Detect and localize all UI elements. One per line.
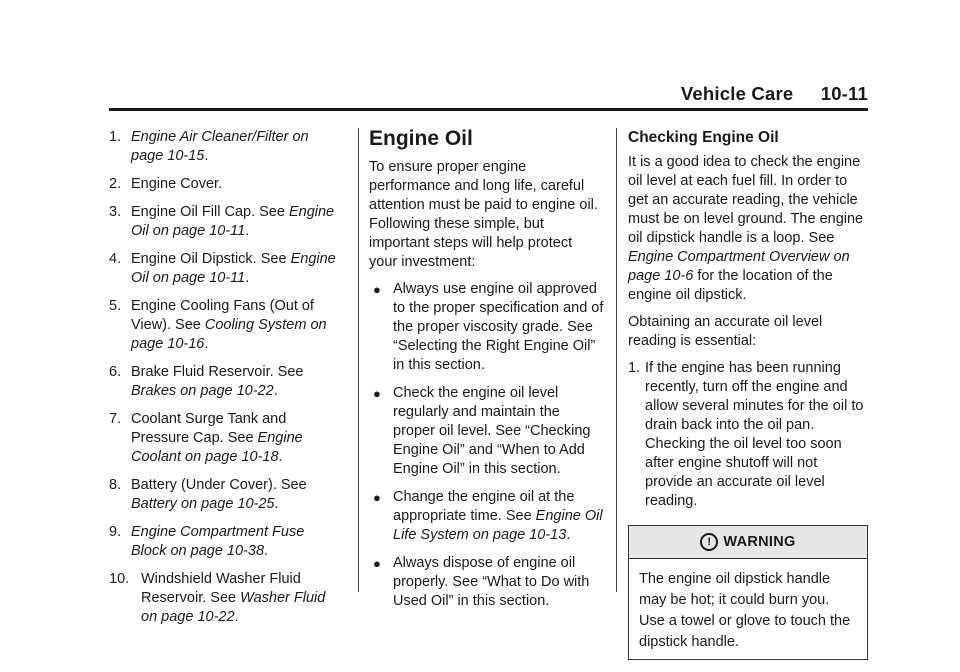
warning-title: WARNING	[723, 534, 796, 550]
list-item: 4. Engine Oil Dipstick. See Engine Oil on page 10-11.	[109, 251, 336, 286]
bullet-item: ● Always dispose of engine oil properly. See “What to Do with Used Oil” in this section.	[373, 555, 590, 609]
component-list	[109, 128, 341, 627]
cross-reference: Engine Compartment Fuse Block on page 10-38	[131, 524, 305, 559]
steps-list	[628, 359, 868, 511]
cross-reference: Engine Air Cleaner/Filter on page 10-15	[131, 129, 309, 164]
cross-reference: Cooling System on page 10-16	[131, 317, 327, 352]
list-item: 3. Engine Oil Fill Cap. See Engine Oil on page 10-11.	[109, 204, 335, 239]
column-divider-right	[616, 128, 617, 592]
step-item: 1. If the engine has been running recently, turn off the engine and allow several minutes for the oil to drain back into the oil pan. Checking the oil level too soon after engine shutoff will not provide an accurate oil level reading.	[628, 360, 864, 509]
cross-reference: Engine Oil Life System on page 10-13	[393, 508, 603, 543]
bullet-item: ● Check the engine oil level regularly and maintain the proper oil level. See “Checking Engine Oil” and “When to Add Engine Oil” in this section.	[373, 385, 591, 477]
list-item: 6. Brake Fluid Reservoir. See Brakes on page 10-22.	[109, 364, 304, 399]
warning-box	[628, 525, 868, 660]
list-item: 9. Engine Compartment Fuse Block on page 10-38.	[109, 524, 305, 559]
section-title: Vehicle Care	[680, 83, 794, 104]
header-rule	[109, 108, 868, 111]
bullet-item: ● Change the engine oil at the appropriate time. See Engine Oil Life System on page 10-13.	[373, 489, 603, 543]
paragraph: Obtaining an accurate oil level reading is essential:	[628, 314, 823, 349]
bullet-icon: ●	[373, 556, 381, 571]
cross-reference: Engine Compartment Overview on page 10-6	[628, 249, 850, 284]
bullet-item: ● Always use engine oil approved to the proper specification and of the proper viscosity grade. See “Selecting the Right Engine Oil” in this section.	[373, 281, 604, 373]
page-header	[681, 84, 868, 103]
list-item: 2. Engine Cover.	[109, 176, 223, 192]
column-components	[109, 128, 341, 636]
list-item: 10. Windshield Washer Fluid Reservoir. See Washer Fluid on page 10-22.	[109, 571, 326, 625]
cross-reference: Washer Fluid on page 10-22	[141, 590, 326, 625]
warning-header	[629, 526, 867, 559]
cross-reference: Brakes on page 10-22	[131, 383, 274, 399]
bullet-icon: ●	[373, 282, 381, 297]
list-item: 8. Battery (Under Cover). See Battery on page 10-25.	[109, 477, 307, 512]
section-heading-engine-oil: Engine Oil	[369, 127, 473, 150]
bullet-icon: ●	[373, 386, 381, 401]
list-item: 1. Engine Air Cleaner/Filter on page 10-15.	[109, 129, 309, 164]
intro-paragraph: To ensure proper engine performance and long life, careful attention must be paid to engine oil. Following these simple, but important steps will help protect your investment:	[369, 159, 598, 270]
list-item: 7. Coolant Surge Tank and Pressure Cap. See Engine Coolant on page 10-18.	[109, 411, 303, 465]
page-number: 10-11	[820, 83, 868, 104]
column-checking-oil	[628, 128, 868, 660]
cross-reference: Engine Coolant on page 10-18	[131, 430, 303, 465]
cross-reference: Engine Oil on page 10-11	[131, 204, 335, 239]
section-heading-checking-oil: Checking Engine Oil	[628, 129, 779, 146]
warning-icon: !	[700, 533, 718, 551]
warning-body: The engine oil dipstick handle may be hot; it could burn you. Use a towel or glove to touch the dipstick handle.	[639, 571, 851, 650]
bullet-list	[369, 280, 604, 611]
column-divider-left	[358, 128, 359, 592]
bullet-icon: ●	[373, 490, 381, 505]
list-item: 5. Engine Cooling Fans (Out of View). See Cooling System on page 10-16.	[109, 298, 327, 352]
paragraph: It is a good idea to check the engine oil level at each fuel fill. In order to get an accurate reading, the vehicle must be on level ground. The engine oil dipstick handle is a loop. See Engine Compartment Overview on page 10-6 for the location of the engine oil dipstick.	[628, 154, 864, 303]
cross-reference: Engine Oil on page 10-11	[131, 251, 336, 286]
cross-reference: Battery on page 10-25	[131, 496, 275, 512]
column-engine-oil	[369, 128, 604, 620]
